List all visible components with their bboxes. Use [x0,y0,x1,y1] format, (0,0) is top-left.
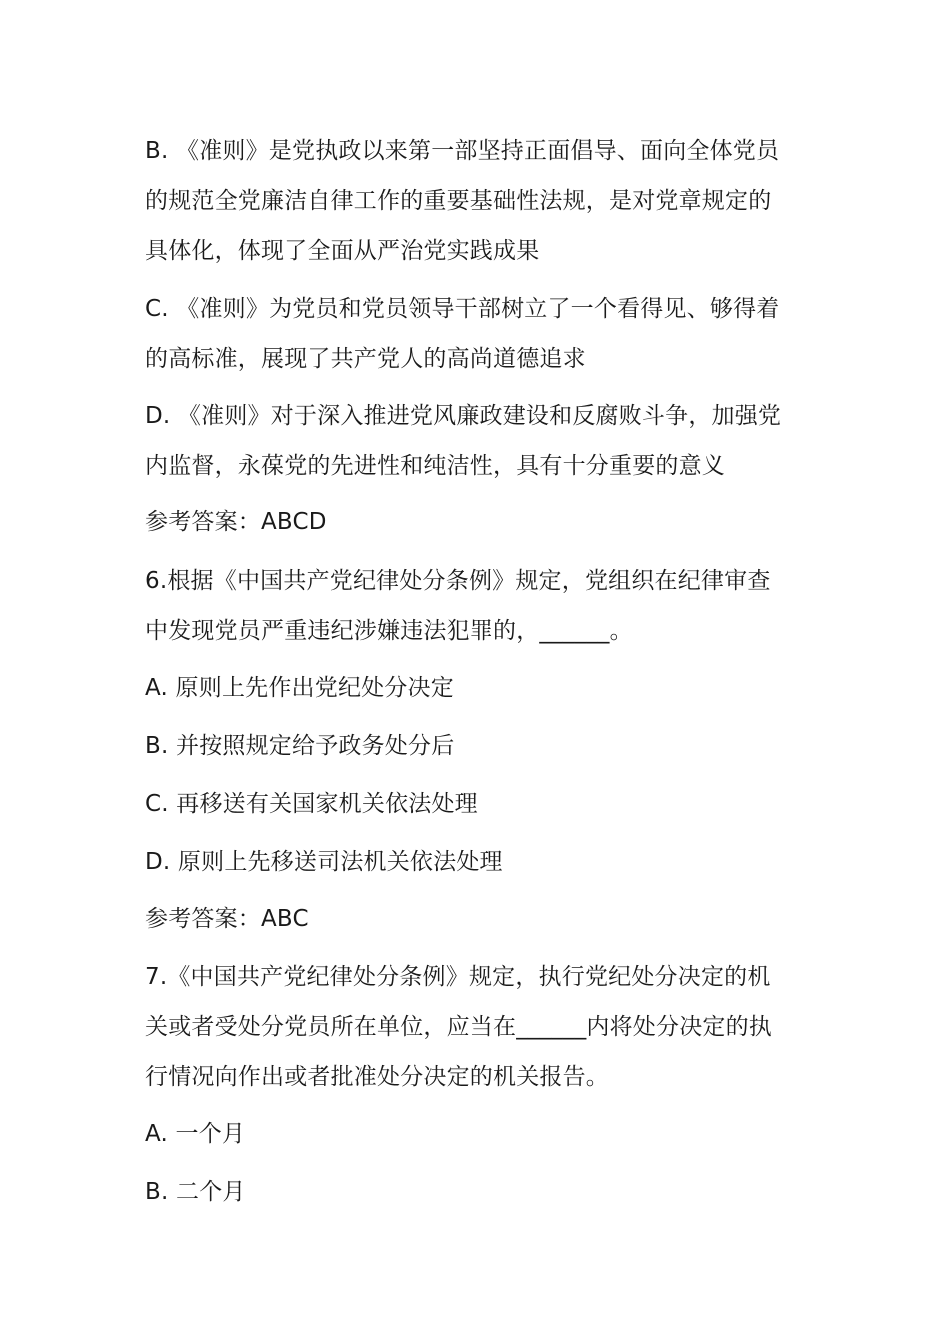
option-7a [145,1109,810,1159]
text-line: 具体化，体现了全面从严治党实践成果 [145,238,540,264]
text-line: D. 《准则》对于深入推进党风廉政建设和反腐败斗争，加强党 [145,403,782,429]
option-text: B. 并按照规定给予政务处分后 [145,733,455,759]
option-5d [145,391,810,491]
text-line: 关或者受处分党员所在单位，应当在______内将处分决定的执 [145,1014,772,1040]
option-text: B. 二个月 [145,1179,246,1205]
answer-5 [145,497,810,547]
answer-6 [145,894,810,944]
option-5c [145,284,810,384]
text-line: 的高标准，展现了共产党人的高尚道德追求 [145,346,586,372]
text-line: 内监督，永葆党的先进性和纯洁性，具有十分重要的意义 [145,453,725,479]
text-line: 的规范全党廉洁自律工作的重要基础性法规，是对党章规定的 [145,188,772,214]
text-line: 7.《中国共产党纪律处分条例》规定，执行党纪处分决定的机 [145,964,771,990]
question-7 [145,952,810,1102]
answer-text: 参考答案：ABCD [145,509,327,535]
option-5b [145,126,810,276]
option-text: A. 一个月 [145,1121,246,1147]
option-6d [145,837,810,887]
option-6c [145,779,810,829]
text-line: B. 《准则》是党执政以来第一部坚持正面倡导、面向全体党员 [145,138,780,164]
answer-text: 参考答案：ABC [145,906,309,932]
question-6 [145,556,810,656]
option-7b [145,1167,810,1217]
text-line: 行情况向作出或者批准处分决定的机关报告。 [145,1064,609,1090]
option-text: A. 原则上先作出党纪处分决定 [145,675,454,701]
text-line: 6.根据《中国共产党纪律处分条例》规定，党组织在纪律审查 [145,568,771,594]
option-text: C. 再移送有关国家机关依法处理 [145,791,478,817]
option-text: D. 原则上先移送司法机关依法处理 [145,849,503,875]
text-line: C. 《准则》为党员和党员领导干部树立了一个看得见、够得着 [145,296,780,322]
option-6a [145,663,810,713]
option-6b [145,721,810,771]
text-line: 中发现党员严重违纪涉嫌违法犯罪的，______。 [145,618,633,644]
